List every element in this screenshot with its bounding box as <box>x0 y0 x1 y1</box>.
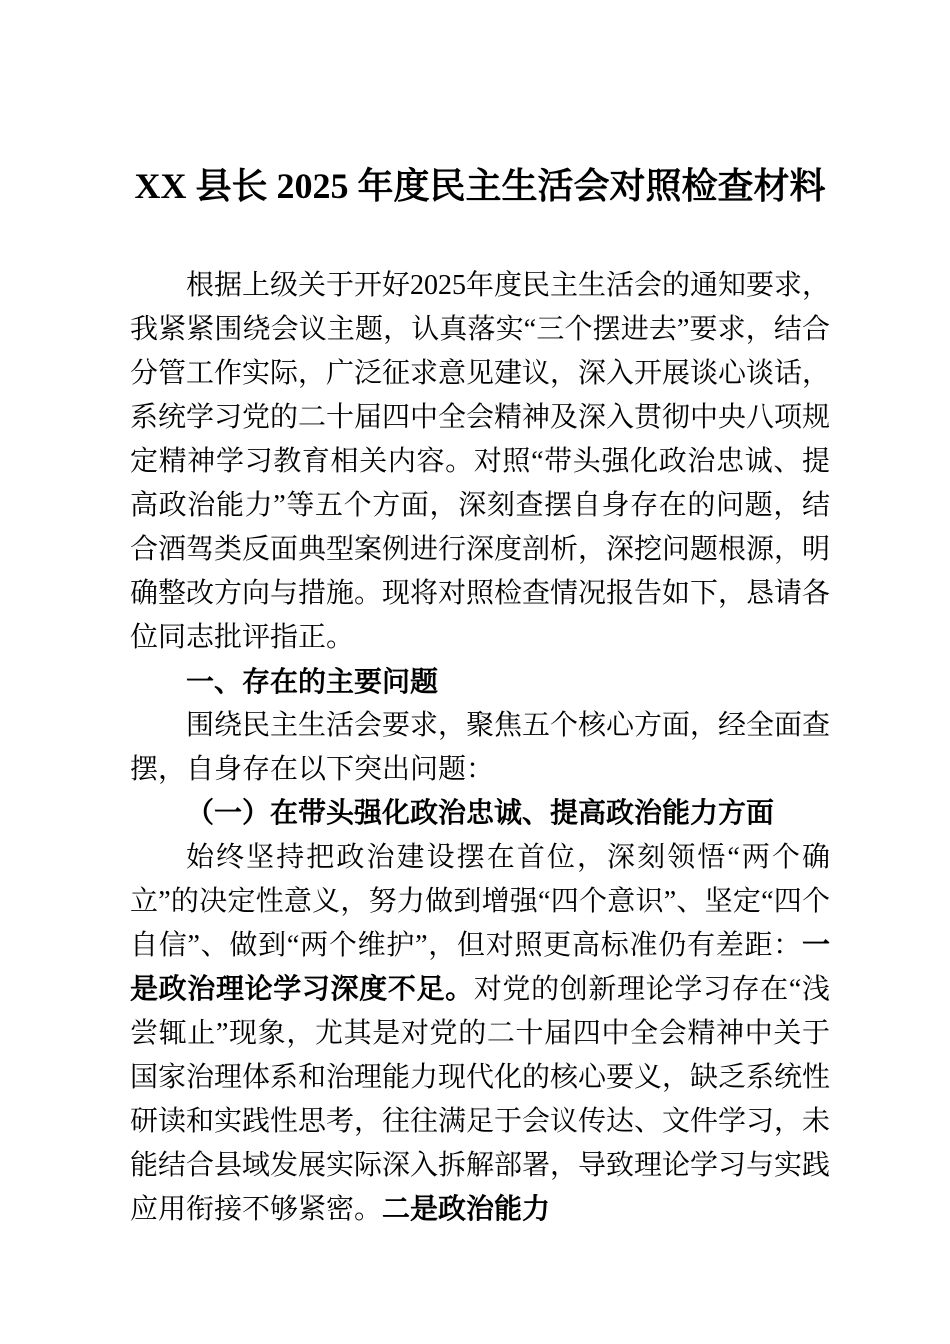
document-title: XX 县长 2025 年度民主生活会对照检查材料 <box>134 166 826 206</box>
section-heading <box>130 660 830 704</box>
text-run: 始终坚持把政治建设摆在首位，深刻领悟“两个确立”的决定性意义，努力做到增强“四个意识”、坚定“四个自信”、做到“两个维护”，但对照更高标准仍有差距： <box>130 842 830 961</box>
emphasis-run: 二是政治能力 <box>382 1194 551 1225</box>
text-run: 围绕民主生活会要求，聚焦五个核心方面，经全面查摆，自身存在以下突出问题： <box>130 710 831 785</box>
emphasis-run: （一）在带头强化政治忠诚、提高政治能力方面 <box>186 798 775 829</box>
emphasis-run: 一、存在的主要问题 <box>186 665 439 698</box>
paragraph <box>130 264 830 660</box>
paragraph <box>130 704 830 792</box>
section-heading <box>130 792 830 836</box>
paragraph <box>130 836 830 1232</box>
document-body <box>130 264 830 1232</box>
text-run: 根据上级关于开好2025年度民主生活会的通知要求，我紧紧围绕会议主题，认真落实“三个摆进去”要求，结合分管工作实际，广泛征求意见建议，深入开展谈心谈话，系统学习党的二十届四中全会精神及深入贯彻中央八项规定精神学习教育相关内容。对照“带头强化政治忠诚、提高政治能力”等五个方面，深刻查摆自身存在的问题，结合酒驾类反面典型案例进行深度剖析，深挖问题根源，明确整改方向与措施。现将对照检查情况报告如下，恳请各位同志批评指正。 <box>130 270 831 653</box>
text-run: 对党的创新理论学习存在“浅尝辄止”现象，尤其是对党的二十届四中全会精神中关于国家治理体系和治理能力现代化的核心要义，缺乏系统性研读和实践性思考，往往满足于会议传达、文件学习，未能结合县域发展实际深入拆解部署，导致理论学习与实践应用衔接不够紧密。 <box>130 974 831 1225</box>
emphasis-run: 一是政治理论学习深度不足。 <box>130 930 830 1005</box>
